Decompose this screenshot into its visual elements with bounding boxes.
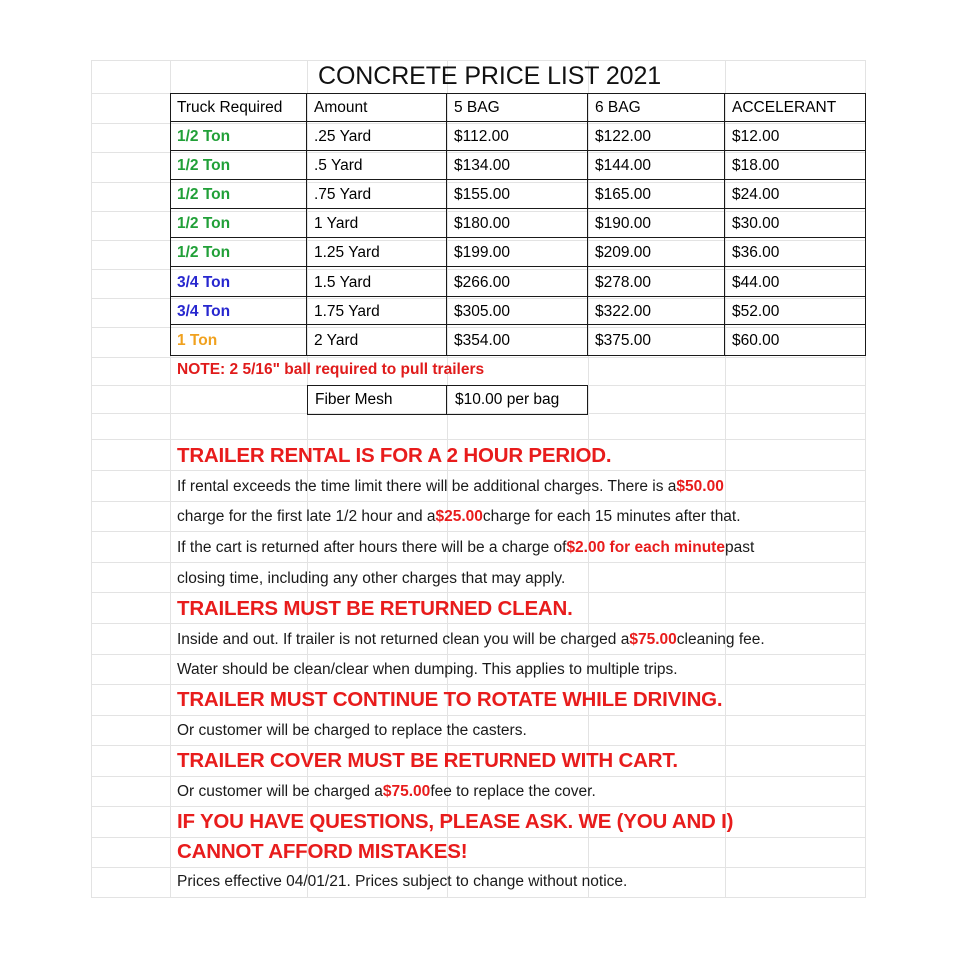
table-row: $112.00 <box>454 128 509 146</box>
table-row: $278.00 <box>595 273 652 291</box>
fiber-mesh-price: $10.00 per bag <box>455 391 560 409</box>
heading-questions-line-2: CANNOT AFFORD MISTAKES! <box>177 839 468 863</box>
table-row: 1.25 Yard <box>314 244 380 262</box>
clean-line-1 <box>172 624 872 655</box>
column-header-amount: Amount <box>314 99 368 117</box>
table-row: $354.00 <box>454 331 511 349</box>
table-row: $122.00 <box>595 128 652 146</box>
gridline-h-28 <box>91 897 866 898</box>
table-row: $266.00 <box>454 273 511 291</box>
terms-line-2 <box>172 502 872 532</box>
heading-cover-returned: TRAILER COVER MUST BE RETURNED WITH CART. <box>177 749 678 773</box>
cover-line-1-text-a: Or customer will be charged a <box>177 783 383 801</box>
table-row: $24.00 <box>732 186 780 204</box>
clean-line-1-text-c: cleaning fee. <box>676 630 765 648</box>
table-row: .25 Yard <box>314 128 372 146</box>
terms-line-3-text-a: If the cart is returned after hours there will be a charge of <box>177 538 567 556</box>
terms-line-3 <box>172 532 872 563</box>
table-row: $44.00 <box>732 273 780 291</box>
column-header-5-bag: 5 BAG <box>454 99 500 117</box>
rotate-line-1: Or customer will be charged to replace the casters. <box>177 722 527 740</box>
heading-returned-clean: TRAILERS MUST BE RETURNED CLEAN. <box>177 596 573 620</box>
column-header-6-bag: 6 BAG <box>595 99 641 117</box>
gridline-v-0 <box>91 60 92 897</box>
heading-rotate-while-driving: TRAILER MUST CONTINUE TO ROTATE WHILE DRIVING. <box>177 688 723 712</box>
table-row: 1/2 Ton <box>177 128 231 146</box>
cover-line-1-text-c: fee to replace the cover. <box>430 783 596 801</box>
table-row: $155.00 <box>454 186 511 204</box>
page-title: CONCRETE PRICE LIST 2021 <box>318 62 662 90</box>
clean-line-2: Water should be clean/clear when dumping. This applies to multiple trips. <box>177 661 678 679</box>
gridline-h-13 <box>91 439 866 440</box>
table-row: $36.00 <box>732 244 780 262</box>
table-row: $60.00 <box>732 331 780 349</box>
table-row: $180.00 <box>454 215 511 233</box>
table-row: $199.00 <box>454 244 511 262</box>
table-row: .75 Yard <box>314 186 372 204</box>
table-row: 3/4 Ton <box>177 302 231 320</box>
table-row: $30.00 <box>732 215 780 233</box>
terms-line-3-text-c: past <box>724 538 755 556</box>
table-row: $165.00 <box>595 186 652 204</box>
terms-line-1-text: If rental exceeds the time limit there will be additional charges. There is a <box>177 477 677 495</box>
footer-effective-date: Prices effective 04/01/21. Prices subject to change without notice. <box>177 873 628 891</box>
column-header-truck-required: Truck Required <box>177 99 283 117</box>
table-row: .5 Yard <box>314 157 363 175</box>
heading-questions-line-1: IF YOU HAVE QUESTIONS, PLEASE ASK. WE (YOU AND I) <box>177 809 734 833</box>
table-row: $375.00 <box>595 331 652 349</box>
table-row: 2 Yard <box>314 331 359 349</box>
table-row: 1/2 Ton <box>177 215 231 233</box>
terms-line-1 <box>172 471 872 502</box>
column-header-accelerant: ACCELERANT <box>732 99 837 117</box>
table-row: 3/4 Ton <box>177 273 231 291</box>
table-row: $305.00 <box>454 302 511 320</box>
table-row: 1 Yard <box>314 215 359 233</box>
table-row: $322.00 <box>595 302 652 320</box>
table-row: $134.00 <box>454 157 511 175</box>
table-row: 1/2 Ton <box>177 157 231 175</box>
table-row: $18.00 <box>732 157 780 175</box>
fee-amount-75-cover: $75.00 <box>382 783 431 801</box>
note-text: NOTE: 2 5/16" ball required to pull trailers <box>177 361 485 379</box>
cover-line-1 <box>172 777 872 807</box>
heading-trailer-rental-period: TRAILER RENTAL IS FOR A 2 HOUR PERIOD. <box>177 443 612 467</box>
table-row: 1/2 Ton <box>177 186 231 204</box>
table-row: 1/2 Ton <box>177 244 231 262</box>
table-row: $52.00 <box>732 302 780 320</box>
fee-amount-75-cleaning: $75.00 <box>629 630 677 648</box>
terms-line-2-text-c: charge for each 15 minutes after that. <box>482 508 741 526</box>
table-row: $144.00 <box>595 157 652 175</box>
gridline-v-1 <box>170 60 171 897</box>
terms-line-2-text-a: charge for the first late 1/2 hour and a <box>177 508 436 526</box>
fee-amount-2-per-minute: $2.00 for each minute <box>566 538 725 556</box>
fee-amount-25: $25.00 <box>435 508 483 526</box>
table-row: 1 Ton <box>177 331 218 349</box>
table-row: 1.5 Yard <box>314 273 372 291</box>
fiber-mesh-label: Fiber Mesh <box>315 391 393 409</box>
clean-line-1-text-a: Inside and out. If trailer is not returned clean you will be charged a <box>177 630 630 648</box>
table-row: $209.00 <box>595 244 652 262</box>
terms-line-4: closing time, including any other charges that may apply. <box>177 569 566 587</box>
table-row: $12.00 <box>732 128 780 146</box>
table-row: $190.00 <box>595 215 652 233</box>
table-row: 1.75 Yard <box>314 302 380 320</box>
fee-amount-50: $50.00 <box>676 477 724 495</box>
